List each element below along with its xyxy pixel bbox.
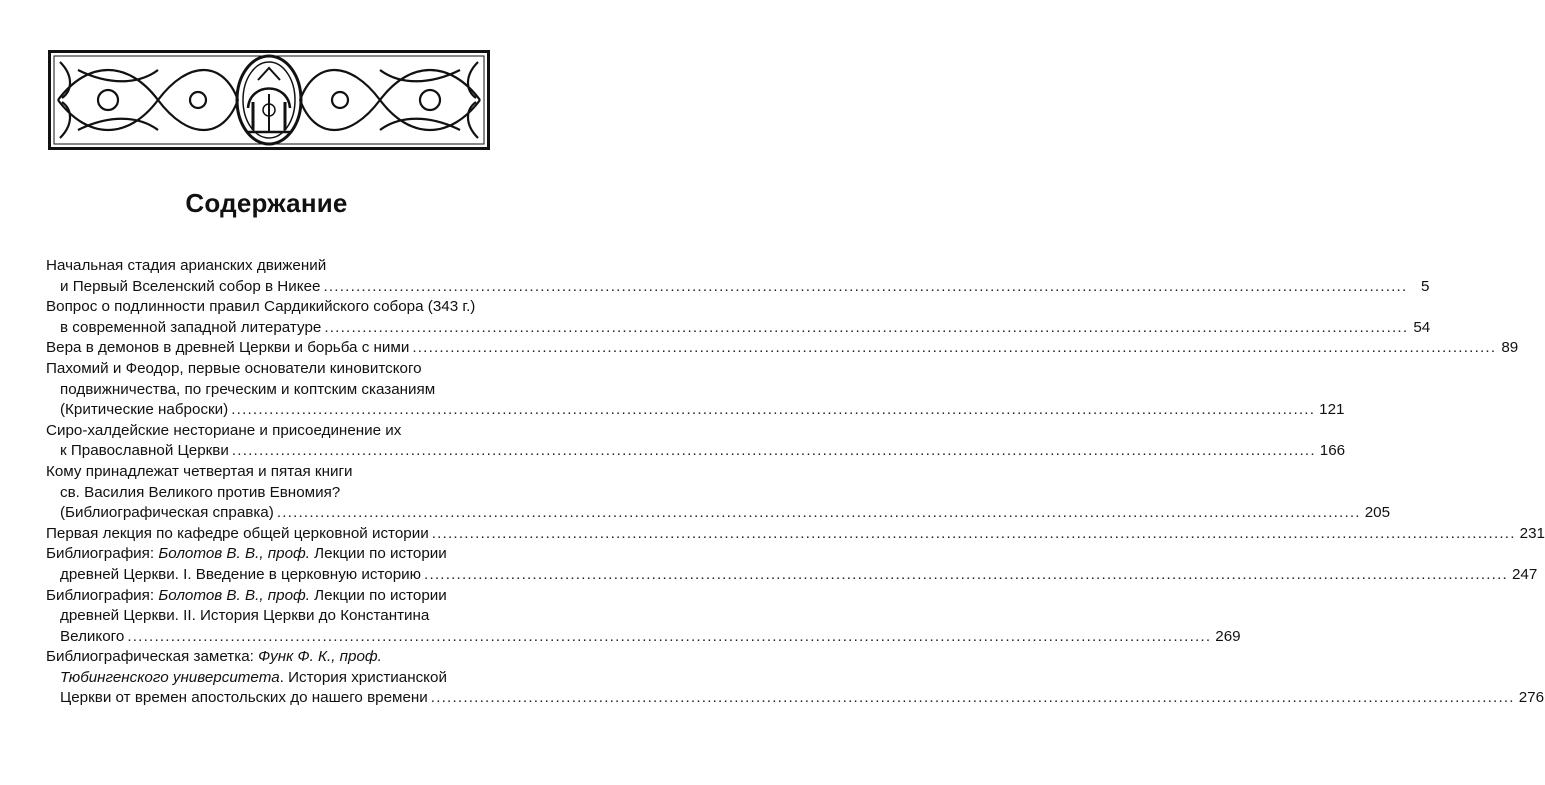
toc-line-text [60,483,340,504]
toc-text-part: Библиография: [46,586,159,604]
toc-text-part: (Библиографическая справка) [60,504,274,522]
toc-dot-leader: ........................................................................................................................................................................................................ [231,401,1316,419]
toc-text-part: Лекции по истории [309,586,447,604]
toc-author-italic: Функ Ф. К., проф. [258,648,382,666]
toc-line [46,441,1346,462]
toc-page-number: 5 [1420,277,1430,295]
toc-line [46,606,492,627]
toc-text-part: к Православной Церкви [60,442,229,460]
toc-dot-leader: ........................................................................................................................................................................................................ [231,442,1316,460]
toc-line-text [60,606,429,627]
toc-line [46,503,1391,524]
toc-text-part: Начальная стадия арианских движений [46,257,327,274]
toc-page-number: 54 [1413,318,1431,336]
toc-line [46,483,492,504]
toc-line [46,544,492,565]
toc-line [46,524,1545,545]
toc-line [46,462,492,483]
toc-text-part: Вопрос о подлинности правил Сардикийского собора (343 г.) [46,298,476,316]
toc-entry [46,338,1519,359]
toc-author-italic: Тюбингенского университета [60,668,280,686]
toc-text-part: древней Церкви. II. История Церкви до Константина [60,607,430,625]
toc-line [46,277,1430,298]
toc-line-text [60,400,228,421]
toc-page-number: 166 [1319,442,1346,460]
toc-text-part: Церкви от времен апостольских до нашего времени [60,689,428,707]
toc-line-text [46,297,475,318]
toc-line [46,421,492,442]
toc-text-part: Вера в демонов в древней Церкви и борьба с ними [46,339,410,357]
toc-page-number: 269 [1215,627,1241,645]
toc-text-part: древней Церкви. I. Введение в церковную историю [60,565,422,583]
toc-line [46,297,492,318]
toc-dot-leader: ........................................................................................................................................................................................................ [127,627,1212,645]
toc-line-text [46,524,429,545]
toc-line [46,565,1538,586]
toc-line-text [46,256,326,277]
toc-line [46,688,1545,709]
toc-page-number: 247 [1511,565,1538,583]
toc-text-part: Великого [60,627,125,645]
toc-text-part: Пахомий и Феодор, первые основатели киновитского [46,359,422,377]
toc-line [46,627,1241,648]
toc-line-text [60,503,274,524]
toc-entry [46,297,1431,338]
toc-line-text [46,421,401,442]
toc-line-text [46,359,422,380]
toc-line-text [60,277,320,298]
toc-line-text [60,380,435,401]
toc-entry [46,544,1538,585]
toc-page-number: 121 [1319,401,1345,419]
toc-entry [46,647,1545,709]
toc-entry [46,359,1345,421]
toc-line-text [60,565,421,586]
toc-author-italic: Болотов В. В., проф. [158,545,310,563]
toc-line [46,318,1431,339]
page-title: Содержание [185,188,348,218]
toc-dot-leader: ........................................................................................................................................................................................................ [323,277,1408,295]
toc-line-text [46,544,447,565]
toc-text-part: Библиография: [46,545,159,563]
toc-dot-leader: ........................................................................................................................................................................................................ [424,565,1508,583]
toc-line-text [46,647,382,668]
toc-line [46,647,492,668]
toc-text-part: Лекции по истории [309,545,447,563]
toc-text-part: подвижничества, по греческим и коптским сказаниям [60,380,436,398]
toc-dot-leader: ........................................................................................................................................................................................................ [430,689,1515,707]
toc-page-number: 89 [1501,339,1519,357]
toc-text-part: Библиографическая заметка: [46,648,259,666]
toc-entry [46,586,1241,648]
toc-text-part: . История христианской [279,668,447,686]
toc-line-text [60,627,124,648]
toc-line-text [60,668,447,689]
table-of-contents [46,256,1545,709]
toc-page-number: 276 [1518,689,1545,707]
toc-line-text [60,688,428,709]
toc-line [46,359,492,380]
toc-line-text [46,586,447,607]
toc-text-part: Первая лекция по кафедре общей церковной истории [46,524,429,542]
toc-line [46,400,1345,421]
toc-author-italic: Болотов В. В., проф. [158,586,310,604]
toc-line [46,338,1519,359]
toc-dot-leader: ........................................................................................................................................................................................................ [412,339,1497,357]
toc-line [46,586,492,607]
toc-line-text [60,318,321,339]
toc-entry [46,421,1346,462]
toc-entry [46,462,1391,524]
toc-text-part: Кому принадлежат четвертая и пятая книги [46,462,353,480]
toc-dot-leader: ........................................................................................................................................................................................................ [431,524,1516,542]
toc-page-number: 231 [1519,524,1545,542]
toc-dot-leader: ........................................................................................................................................................................................................ [324,318,1409,336]
toc-text-part: св. Василия Великого против Евномия? [60,483,341,501]
toc-text-part: в современной западной литературе [60,318,322,336]
toc-text-part: Сиро-халдейские несториане и присоединение их [46,421,402,439]
toc-line [46,668,492,689]
toc-line-text [60,441,229,462]
toc-page-number: 205 [1364,504,1391,522]
decorative-headpiece [48,50,490,150]
toc-line-text [46,338,409,359]
toc-line [46,256,492,277]
toc-entry [46,256,1430,297]
toc-entry [46,524,1545,545]
toc-text-part: (Критические наброски) [60,401,229,419]
toc-text-part: и Первый Вселенский собор в Никее [60,277,321,295]
toc-dot-leader: ........................................................................................................................................................................................................ [276,504,1361,522]
toc-line [46,380,492,401]
toc-line-text [46,462,352,483]
